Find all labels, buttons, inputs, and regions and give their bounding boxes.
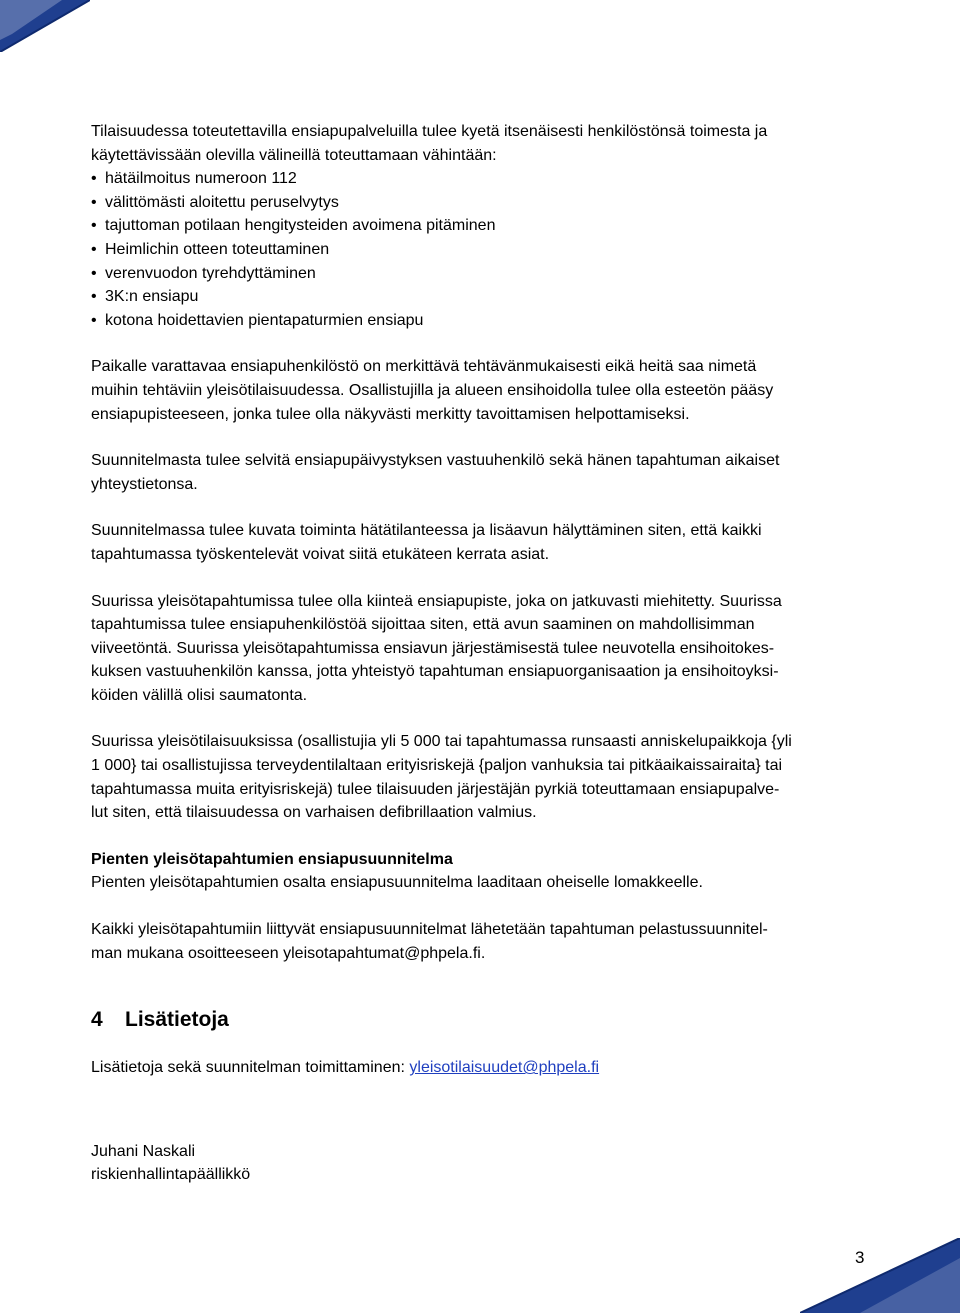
small-events-heading: Pienten yleisötapahtumien ensiapusuunnitelma (91, 850, 453, 868)
paragraph-staff: Paikalle varattavaa ensiapuhenkilöstö on merkittävä tehtävänmukaisesti eikä heitä saa nimetä muihin tehtäviin yleisötilaisuudessa. Osallistujilla ja alueen ensihoidolla tulee olla esteetön pääsy ensiapupisteeseen, jonka tulee olla näkyvästi merkitty tavoittamisen helpottamiseksi. (91, 358, 774, 423)
corner-decoration-bottom (800, 1238, 960, 1313)
intro-line-1: Tilaisuudessa toteutettavilla ensiapupalveluilla tulee kyetä itsenäisesti henkilöstönsä toimesta ja (91, 123, 768, 140)
section-number: 4 (91, 1008, 103, 1032)
signature-role: riskienhallintapäällikkö (91, 1166, 251, 1184)
bullet-icon: • (91, 193, 97, 211)
signature-name: Juhani Naskali (91, 1142, 196, 1160)
bullet-icon: • (91, 311, 97, 329)
section-title: Lisätietoja (125, 1008, 229, 1032)
paragraph-defibrillation: Suurissa yleisötilaisuuksissa (osallistujia yli 5 000 tai tapahtumassa runsaasti anniskelupaikkoja {yli 1 000} tai osallistujissa terveydentilaltaan erityisriskejä {paljon vanhuksia tai pitkäaikaissairaita} tai tapahtumassa muita erityisriskejä) tulee tilaisuuden järjestäjän pyrkiä toteuttamaan ensiapupalve- lut siten, että tilaisuudessa on varhaisen defibrillaation valmius. (91, 733, 792, 822)
bullet-icon: • (91, 170, 97, 188)
list-item: • verenvuodon tyrehdyttäminen (91, 262, 881, 286)
paragraph-submission: Kaikki yleisötapahtumiin liittyvät ensiapusuunnitelmat lähetetään tapahtuman pelastussuunnitel- man mukana osoitteeseen yleisotapahtumat@phpela.fi. (91, 921, 768, 962)
paragraph-contact: Suunnitelmasta tulee selvitä ensiapupäivystyksen vastuuhenkilö sekä hänen tapahtuman aikaiset yhteystietonsa. (91, 452, 780, 493)
small-events-text: Pienten yleisötapahtumien osalta ensiapusuunnitelma laaditaan oheiselle lomakkeelle. (91, 874, 703, 892)
bullet-icon: • (91, 240, 97, 258)
paragraph-emergency: Suunnitelmassa tulee kuvata toiminta hätätilanteessa ja lisäavun hälyttäminen siten, että kaikki tapahtumassa työskentelevät voivat siitä etukäteen kerrata asiat. (91, 522, 762, 563)
small-events-block (91, 848, 881, 895)
bullet-icon: • (91, 288, 97, 306)
document-body (91, 120, 881, 1187)
bullet-icon: • (91, 264, 97, 282)
contact-info (91, 1056, 881, 1080)
signature-block (91, 1140, 881, 1187)
email-link[interactable]: yleisotilaisuudet@phpela.fi (409, 1059, 600, 1077)
bullet-icon: • (91, 217, 97, 235)
paragraph-large-events: Suurissa yleisötapahtumissa tulee olla kiinteä ensiapupiste, joka on jatkuvasti miehitetty. Suurissa tapahtumissa tulee ensiapuhenkilöstöä sijoittaa siten, että avun saaminen on mahdollisimman viiveetöntä. Suurissa yleisötapahtumissa ensiavun järjestämisestä tulee neuvotella ensihoitokes- kuksen vastuuhenkilön kanssa, jotta yhteistyö tapahtuman ensiapuorganisaation ja ensihoitoyksi- köiden välillä olisi saumatonta. (91, 592, 782, 704)
page-number: 3 (855, 1248, 865, 1267)
list-item: • hätäilmoitus numeroon 112 (91, 167, 881, 191)
corner-decoration-top (0, 0, 90, 52)
list-item: • Heimlichin otteen toteuttaminen (91, 238, 881, 262)
requirements-list (91, 167, 881, 332)
list-item: • välittömästi aloitettu peruselvytys (91, 191, 881, 215)
list-item: • kotona hoidettavien pientapaturmien ensiapu (91, 309, 881, 333)
list-item: • tajuttoman potilaan hengitysteiden avoimena pitäminen (91, 214, 881, 238)
contact-text: Lisätietoja sekä suunnitelman toimittaminen: (91, 1059, 410, 1077)
section-heading (91, 1005, 881, 1035)
list-item: • 3K:n ensiapu (91, 285, 881, 309)
intro-line-2: käytettävissään olevilla välineillä toteuttamaan vähintään: (91, 146, 497, 164)
